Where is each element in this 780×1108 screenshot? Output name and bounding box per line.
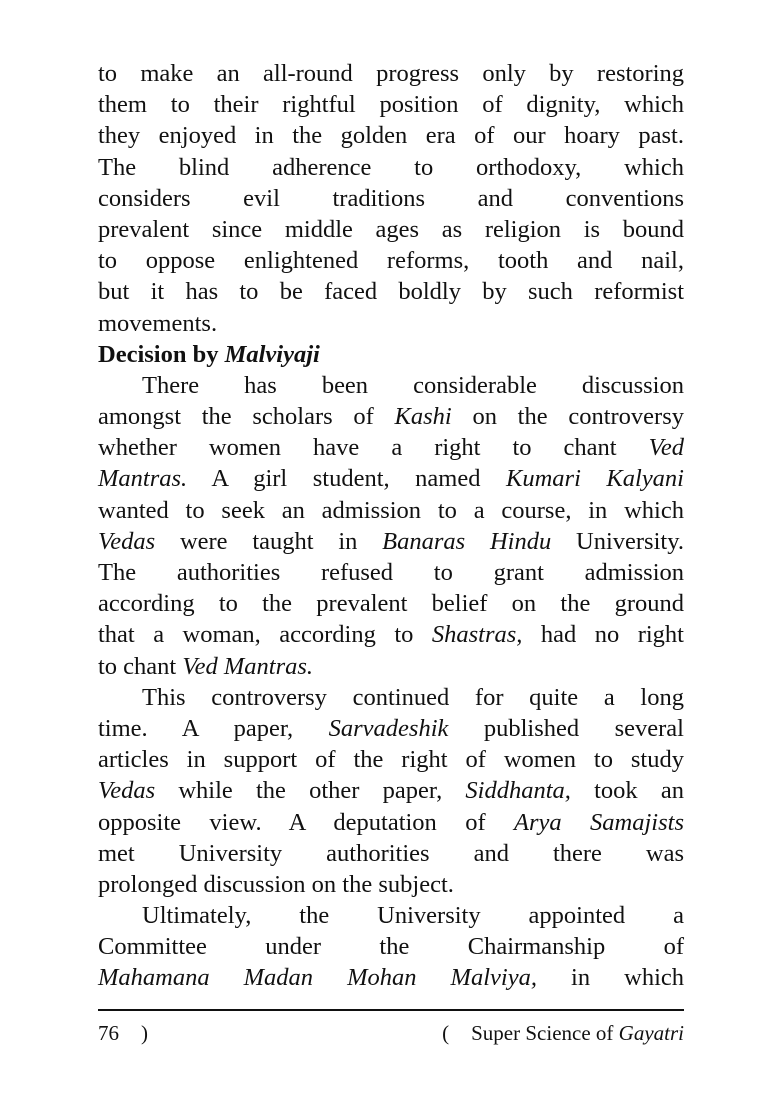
- text-line: The blind adherence to orthodoxy, which: [98, 153, 684, 181]
- text-run: while the other paper,: [155, 777, 466, 805]
- page-body: [98, 58, 684, 994]
- text-run: time. A paper,: [98, 714, 329, 742]
- text-line: prolonged discussion on the subject.: [98, 870, 454, 898]
- book-title-prefix: Super Science of: [471, 1021, 619, 1045]
- text-line: according to the prevalent belief on the ground: [98, 590, 684, 618]
- text-line: considers evil traditions and conventions: [98, 184, 684, 212]
- text-line: but it has to be faced boldly by such reformist: [98, 278, 684, 306]
- text-line: [98, 526, 684, 557]
- italic-run: Sarvadeshik: [328, 714, 449, 742]
- text-line: [98, 401, 684, 432]
- text-line: The authorities refused to grant admission: [98, 559, 684, 586]
- italic-run: Mantras.: [98, 465, 188, 493]
- italic-run: Kashi: [394, 403, 452, 431]
- text-line: [98, 775, 684, 806]
- text-line: [98, 463, 684, 494]
- text-run: on the controversy: [451, 403, 684, 431]
- text-run: that a woman, according to: [98, 621, 432, 649]
- text-line: [98, 713, 684, 744]
- italic-run: Arya Samajists: [514, 808, 684, 836]
- page-number: 76: [98, 1021, 119, 1045]
- heading-name: Malviyaji: [224, 340, 320, 368]
- text-run: published several: [448, 714, 684, 742]
- text-line: articles in support of the right of women to study: [98, 746, 684, 774]
- text-line: [98, 807, 684, 838]
- text-run: took an: [570, 777, 684, 805]
- footer-left: [98, 1018, 148, 1048]
- italic-run: Banaras Hindu: [382, 527, 552, 555]
- paragraph: [98, 58, 684, 339]
- text-run: to chant: [98, 652, 183, 680]
- footer-open-paren: (: [442, 1021, 450, 1045]
- text-line: [98, 619, 684, 650]
- paragraph: [98, 682, 684, 900]
- text-line: movements.: [98, 309, 218, 337]
- text-line: met University authorities and there was: [98, 839, 684, 867]
- text-line: to oppose enlightened reforms, tooth and nail,: [98, 247, 684, 275]
- text-run: whether women have a right to chant: [98, 434, 649, 462]
- text-line: [98, 962, 684, 993]
- italic-run: Ved Mantras.: [182, 652, 314, 680]
- text-run: amongst the scholars of: [98, 403, 395, 431]
- paragraph: [98, 370, 684, 682]
- text-line: to make an all-round progress only by restoring: [98, 60, 684, 87]
- text-run: opposite view. A deputation of: [98, 808, 515, 836]
- text-run: A girl student, named: [187, 465, 507, 493]
- italic-run: Ved: [648, 434, 684, 462]
- heading-prefix: Decision by: [98, 340, 225, 368]
- italic-run: Vedas: [98, 527, 156, 555]
- italic-run: Shastras,: [431, 621, 523, 649]
- book-title-italic: Gayatri: [618, 1021, 684, 1045]
- text-line: [98, 432, 684, 463]
- text-line: Ultimately, the University appointed a: [142, 902, 684, 930]
- text-run: had no right: [522, 621, 684, 649]
- footer-close-paren: ): [141, 1021, 148, 1045]
- text-line: prevalent since middle ages as religion is bound: [98, 215, 684, 243]
- text-run: University.: [551, 527, 684, 555]
- text-run: in which: [536, 964, 684, 992]
- text-line: them to their rightful position of dignity, which: [98, 91, 684, 119]
- paragraph: [98, 900, 684, 994]
- text-line: [98, 651, 684, 682]
- text-run: were taught in: [155, 527, 383, 555]
- text-line: they enjoyed in the golden era of our hoary past.: [98, 122, 684, 150]
- text-line: wanted to seek an admission to a course, in which: [98, 496, 684, 524]
- italic-run: Vedas: [98, 777, 156, 805]
- italic-run: Mahamana Madan Mohan Malviya,: [98, 964, 537, 992]
- section-heading: [98, 339, 684, 370]
- text-line: Committee under the Chairmanship of: [98, 933, 684, 961]
- text-line: This controversy continued for quite a long: [142, 683, 684, 711]
- running-title: [442, 1018, 684, 1048]
- text-line: There has been considerable discussion: [142, 371, 684, 399]
- italic-run: Siddhanta,: [465, 777, 571, 805]
- italic-run: Kumari Kalyani: [506, 465, 684, 493]
- page-footer: [98, 1018, 684, 1048]
- footer-rule: [98, 1009, 684, 1011]
